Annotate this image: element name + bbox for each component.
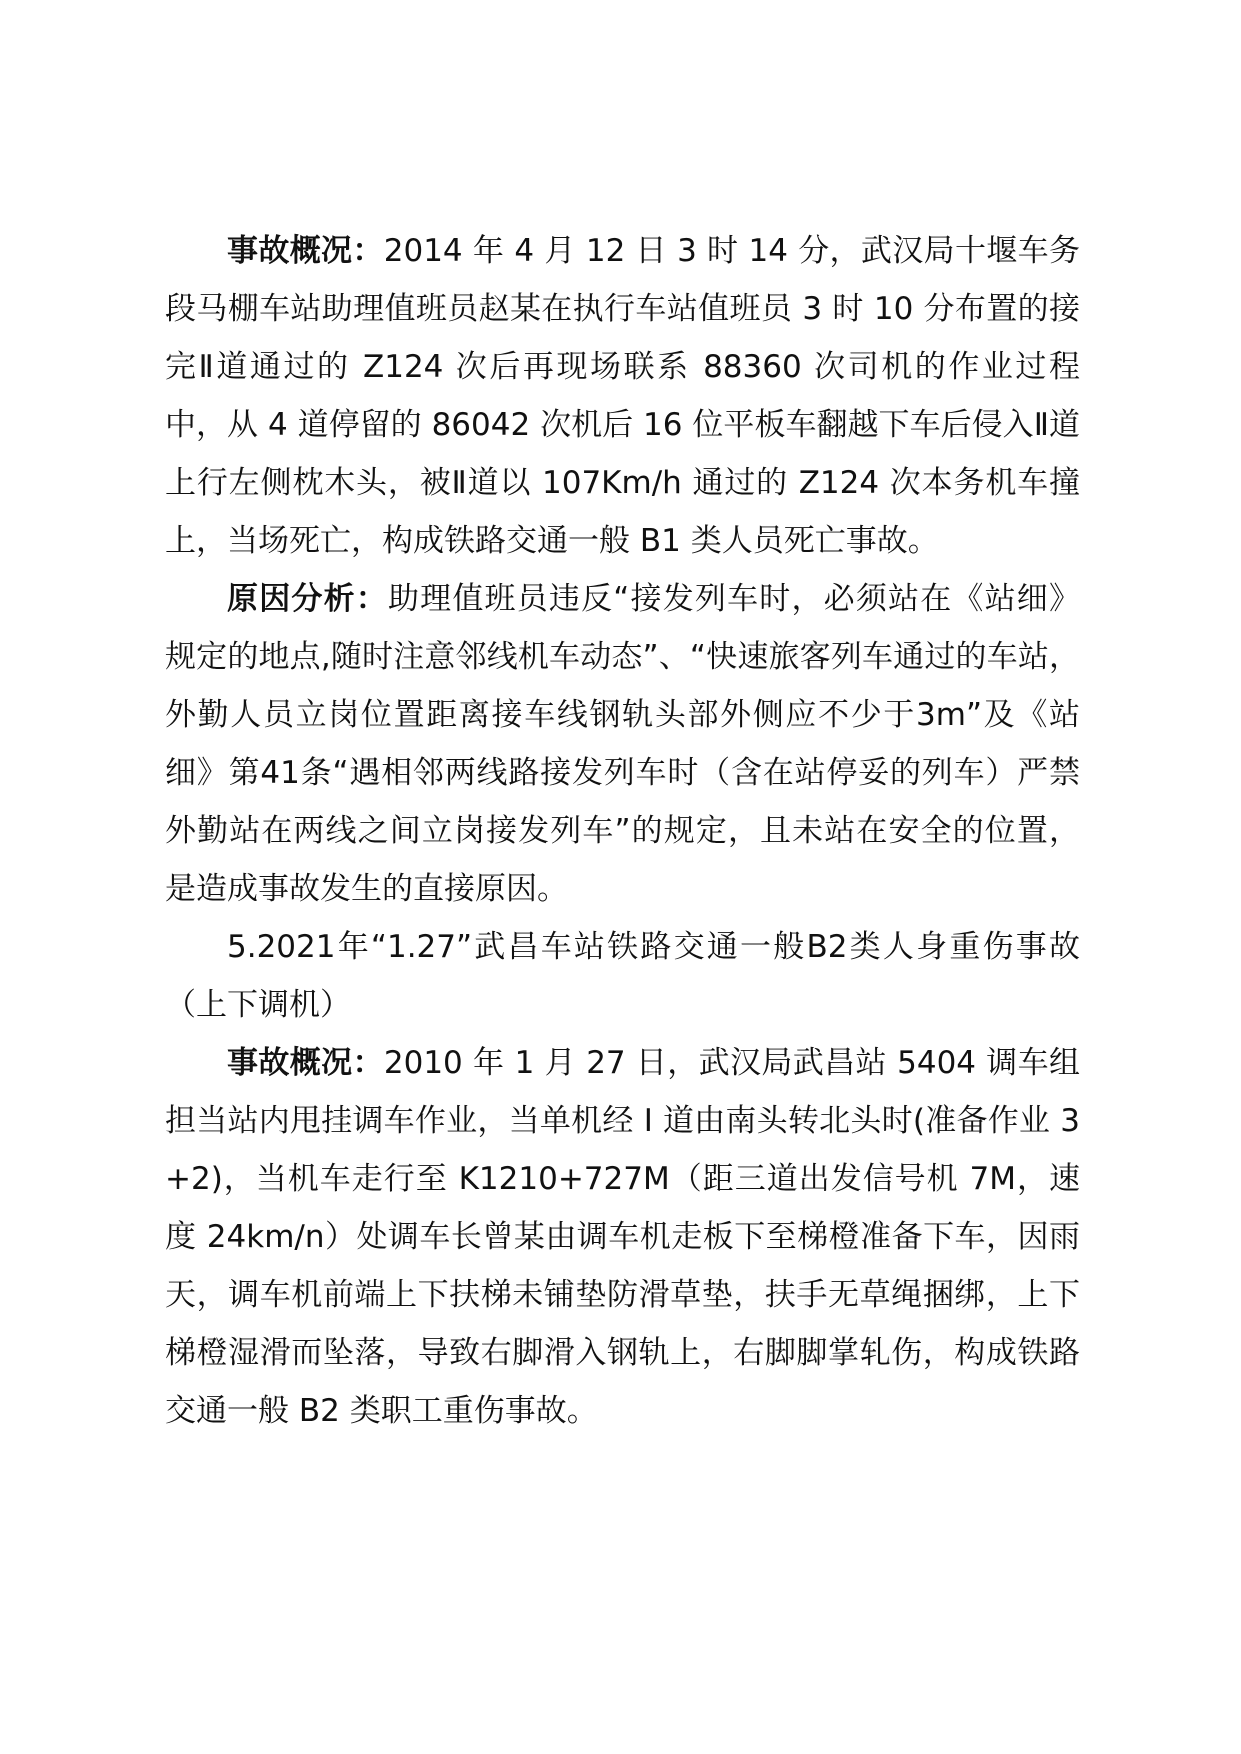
section-heading-2021-wuchang [165, 918, 1080, 1034]
paragraph-text: 助理值班员违反“接发列车时，必须站在《站细》规定的地点,随时注意邻线机车动态”、“快速旅客列车通过的车站，外勤人员立岗位置距离接车线钢轨头部外侧应不少于3m”及《站细》第41条“遇相邻两线路接发列车时（含在站停妥的列车）严禁外勤站在两线之间立岗接发列车”的规定，且未站在安全的位置，是造成事故发生的直接原因。 [165, 581, 1080, 907]
paragraph-text: 2014 年 4 月 12 日 3 时 14 分，武汉局十堰车务段马棚车站助理值班员赵某在执行车站值班员 3 时 10 分布置的接完Ⅱ道通过的 Z124 次后再现场联系 88360 次司机的作业过程中，从 4 道停留的 86042 次机后 16 位平板车翻越下车后侵入Ⅱ道上行左侧枕木头，被Ⅱ道以 107Km/h 通过的 Z124 次本务机车撞上，当场死亡，构成铁路交通一般 B1 类人员死亡事故。 [165, 233, 1080, 559]
paragraph-label: 事故概况： [227, 1045, 384, 1081]
paragraph-cause-analysis [165, 570, 1080, 918]
paragraph-text: 2010 年 1 月 27 日，武汉局武昌站 5404 调车组担当站内甩挂调车作业，当单机经 I 道由南头转北头时(准备作业 3+2)，当机车走行至 K1210+727M（距三道出发信号机 7M，速度 24km/n）处调车长曾某由调车机走板下至梯橙准备下车，因雨天，调车机前端上下扶梯未铺垫防滑草垫，扶手无草绳捆绑，上下梯橙湿滑而坠落，导致右脚滑入钢轨上，右脚脚掌轧伤，构成铁路交通一般 B2 类职工重伤事故。 [165, 1045, 1080, 1429]
paragraph-label: 事故概况： [227, 233, 384, 269]
paragraph-incident-overview-2010 [165, 1034, 1080, 1440]
paragraph-label: 原因分析： [227, 581, 388, 617]
paragraph-incident-overview-2014 [165, 222, 1080, 570]
document-body [165, 222, 1080, 1440]
paragraph-text: 5.2021年“1.27”武昌车站铁路交通一般B2类人身重伤事故（上下调机） [165, 929, 1080, 1023]
